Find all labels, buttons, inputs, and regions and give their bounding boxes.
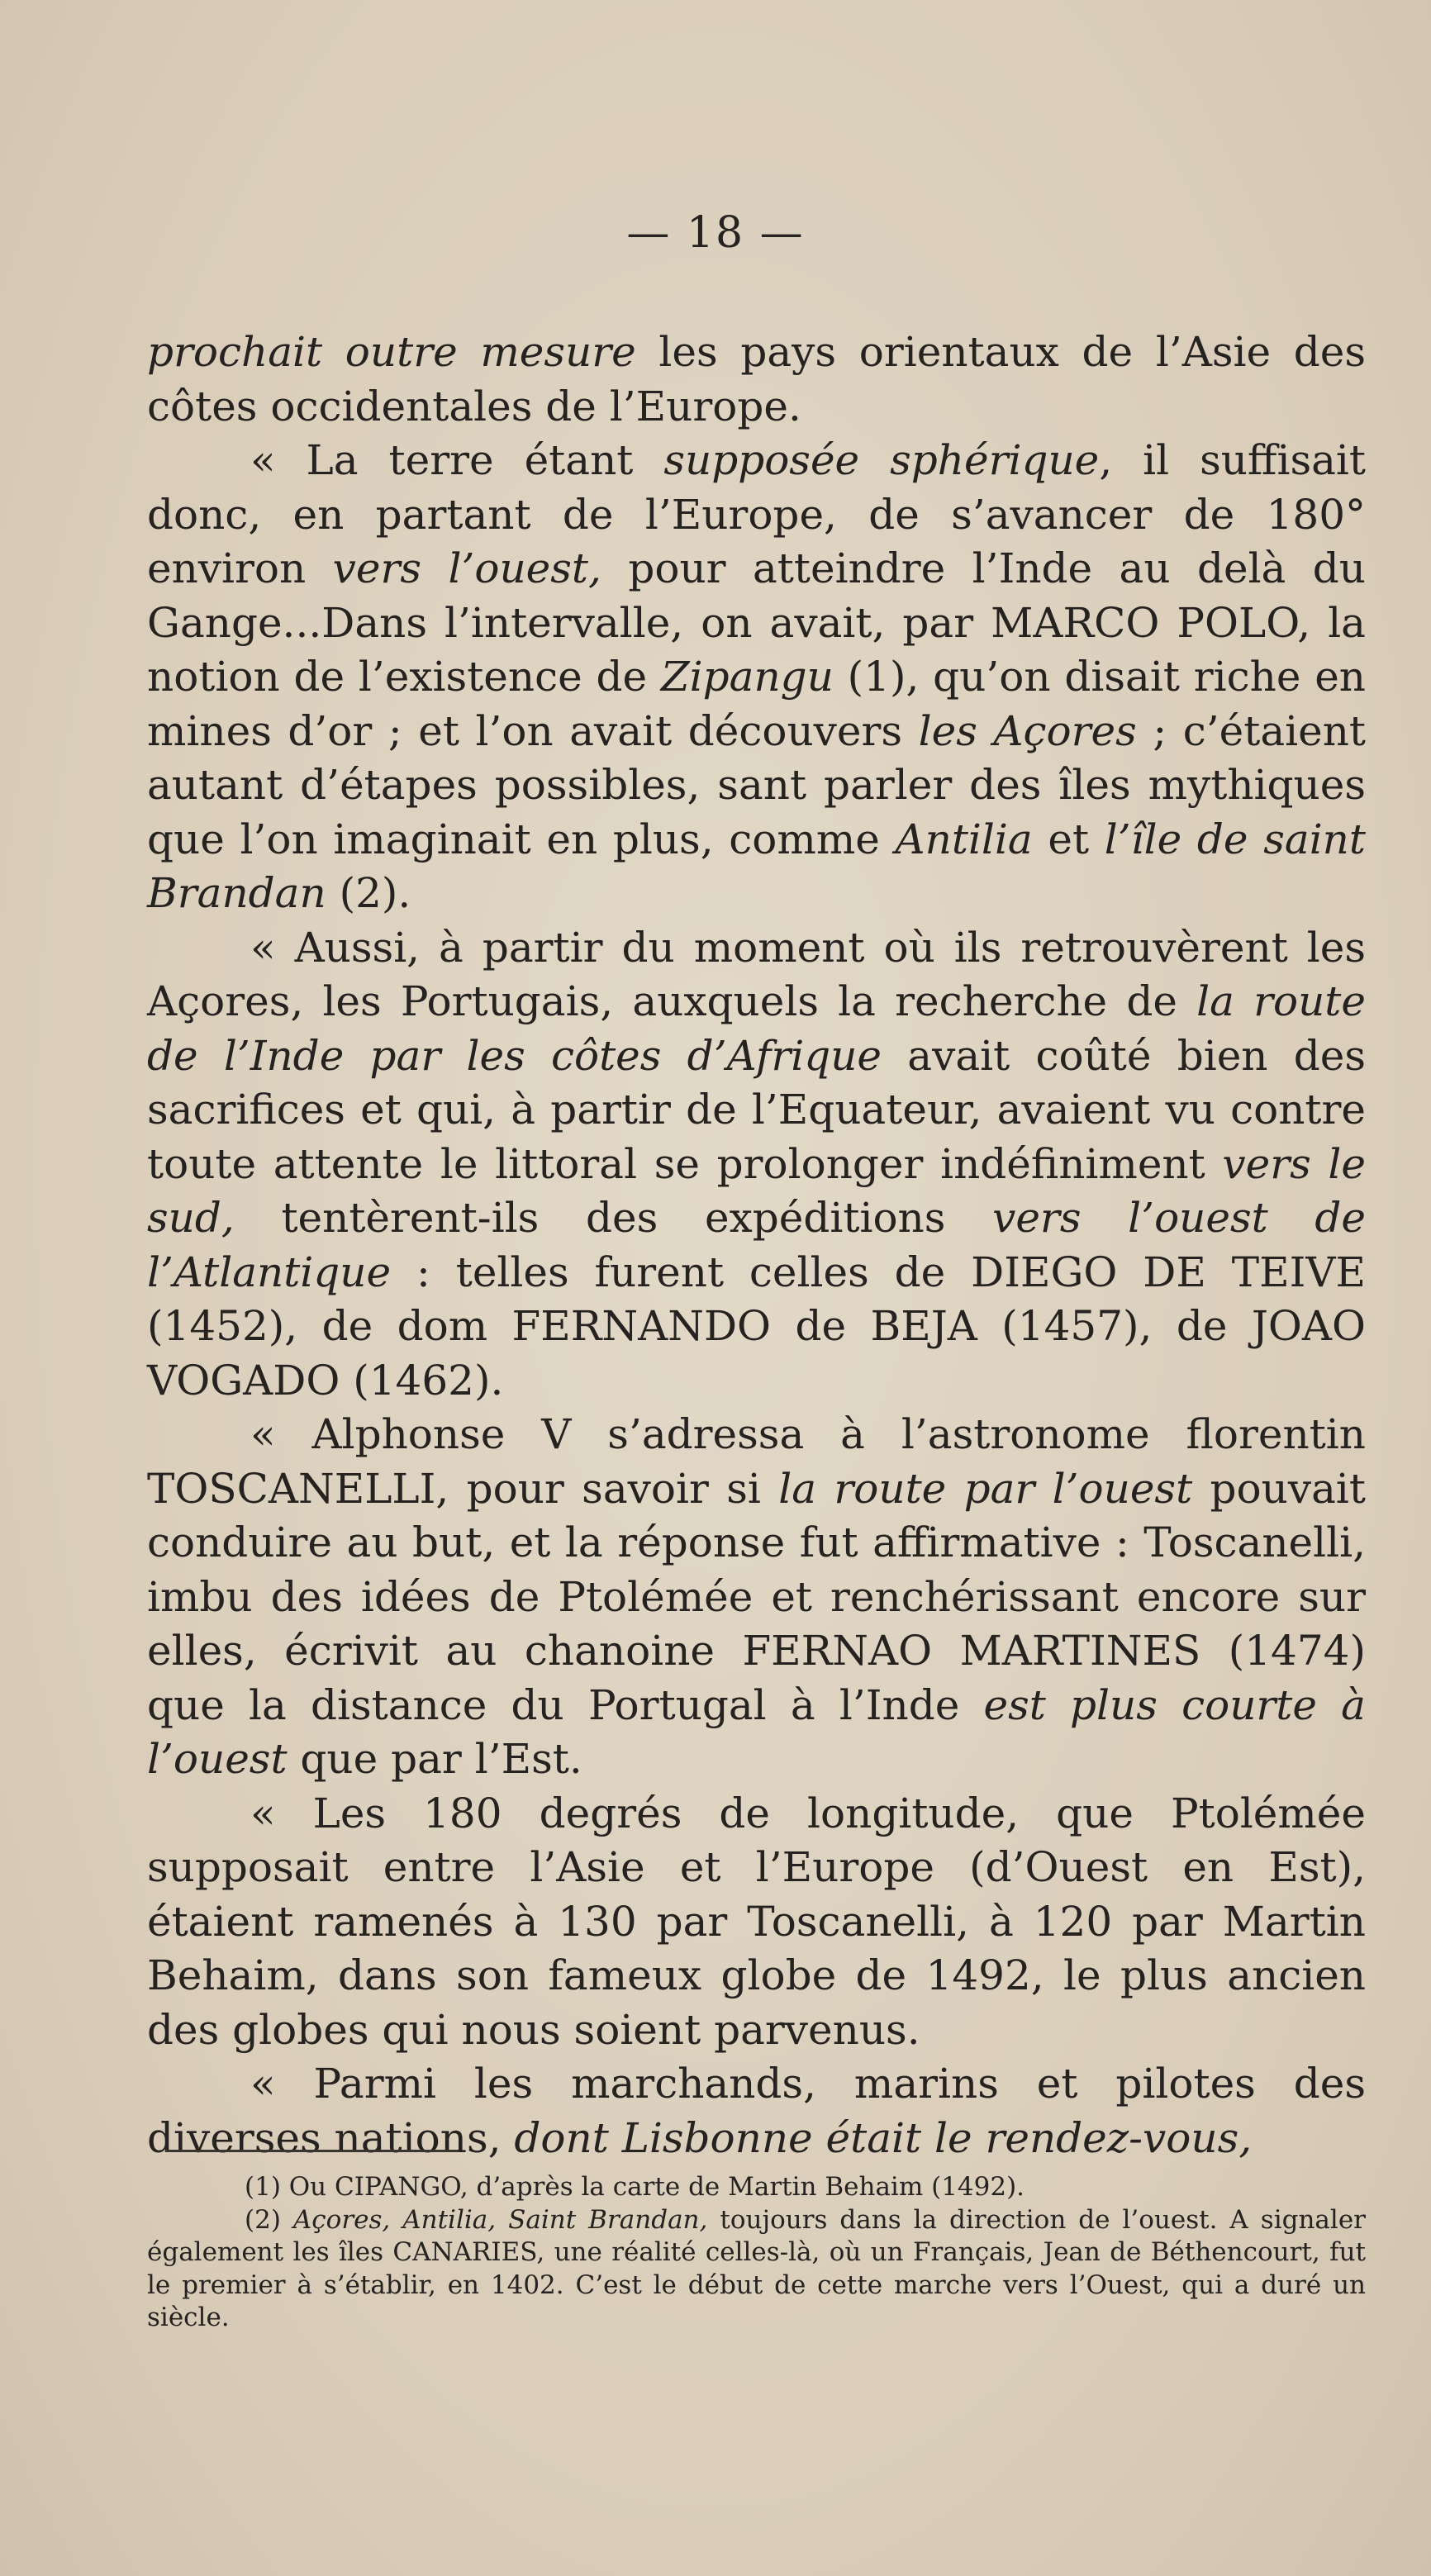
italic-text: dont Lisbonne était le rendez-vous, (514, 2113, 1253, 2162)
text-run: « Alphonse V s’adressa à l’astronome florentin TOSCANELLI, pour savoir si (147, 1410, 1366, 1513)
paragraph-4 (147, 1408, 1366, 1787)
text-run: ; c’étaient autant d’étapes possibles, sant parler des îles mythiques que l’on imaginait en plus, comme (147, 706, 1367, 863)
text-run: « Parmi les marchands, marins et pilotes des diverses nations, (147, 2060, 1366, 2162)
italic-text: les Açores (918, 706, 1137, 755)
italic-text: Zipangu (660, 653, 834, 701)
text-run: « Aussi, à partir du moment où ils retrouvèrent les Açores, les Portugais, auxquels la recherche de (147, 923, 1366, 1025)
italic-text: supposée sphérique (663, 436, 1100, 484)
page-number: — 18 — (626, 208, 805, 258)
footnote-1 (147, 2171, 1366, 2204)
text-run: avait coûté bien des sacrifices et qui, à partir de l’Equateur, avaient vu contre toute attente le littoral se prolonger indéfiniment (147, 1031, 1366, 1188)
text-run: pouvait conduire au but, et la réponse fut affirmative : Toscanelli, imbu des idées de Ptolémée et renchérissant encore sur elles, écrivit au chanoine FERNAO MARTINES (1474) que la distance du Portugal à l’Inde (147, 1464, 1366, 1729)
text-run: « Les 180 degrés de longitude, que Ptolémée supposait entre l’Asie et l’Europe (d’Ouest en Est), étaient ramenés à 130 par Toscanelli, à 120 par Martin Behaim, dans son fameux globe de 1492, le plus ancien des globes qui nous soient parvenus. (147, 1789, 1366, 2054)
text-run: pour atteindre l’Inde au delà du Gange...Dans l’intervalle, on avait, par MARCO POLO, la notion de l’existence de (147, 544, 1367, 701)
text-run: toujours dans la direction de l’ouest. A signaler également les îles CANARIES, une réalité celles-là, où un Français, Jean de Béthencourt, fut le premier à s’établir, en 1402. C’est le début de cette marche vers l’Ouest, qui a duré un siècle. (147, 2204, 1366, 2332)
italic-text: vers le sud, (147, 1139, 1367, 1242)
italic-text: Açores, Antilia, Saint Brandan, (292, 2204, 708, 2235)
italic-text: la route par l’ouest (778, 1464, 1193, 1513)
text-run: « La terre étant (250, 436, 664, 484)
footnote-2 (147, 2204, 1366, 2335)
paragraph-1 (147, 326, 1366, 434)
footnote-divider (165, 2150, 459, 2152)
footnotes (147, 2171, 1366, 2335)
text-run: (1), qu’on disait riche en mines d’or ; et l’on avait découvers (147, 653, 1367, 755)
text-run: : telles furent celles de DIEGO DE TEIVE (1452), de dom FERNANDO de BEJA (1457), de JOAO VOGADO (1462). (147, 1248, 1366, 1404)
italic-text: l’île de saint Brandan (147, 815, 1366, 917)
text-run: , il suffisait donc, en partant de l’Europe, de s’avancer de 180° environ (147, 436, 1366, 592)
italic-text: vers l’ouest, (332, 544, 601, 592)
text-run: les pays orientaux de l’Asie des côtes occidentales de l’Europe. (147, 328, 1367, 430)
italic-text: la route de l’Inde par les côtes d’Afrique (147, 977, 1366, 1080)
text-run: tentèrent-ils des expéditions (234, 1194, 993, 1242)
italic-text: vers l’ouest de l’Atlantique (147, 1194, 1366, 1296)
body-text (147, 326, 1366, 2165)
italic-text: prochait outre mesure (147, 328, 636, 376)
paragraph-2 (147, 434, 1366, 921)
text-run: (2) (245, 2204, 293, 2235)
text-run: et (1032, 815, 1105, 863)
italic-text: Antilia (895, 815, 1033, 863)
text-run: (2). (326, 869, 411, 917)
italic-text: est plus courte à l’ouest (147, 1680, 1366, 1783)
paragraph-5 (147, 1787, 1366, 2058)
paragraph-3 (147, 921, 1366, 1409)
text-run: (1) Ou CIPANGO, d’après la carte de Martin Behaim (1492). (245, 2172, 1025, 2202)
text-run: que par l’Est. (287, 1735, 582, 1783)
